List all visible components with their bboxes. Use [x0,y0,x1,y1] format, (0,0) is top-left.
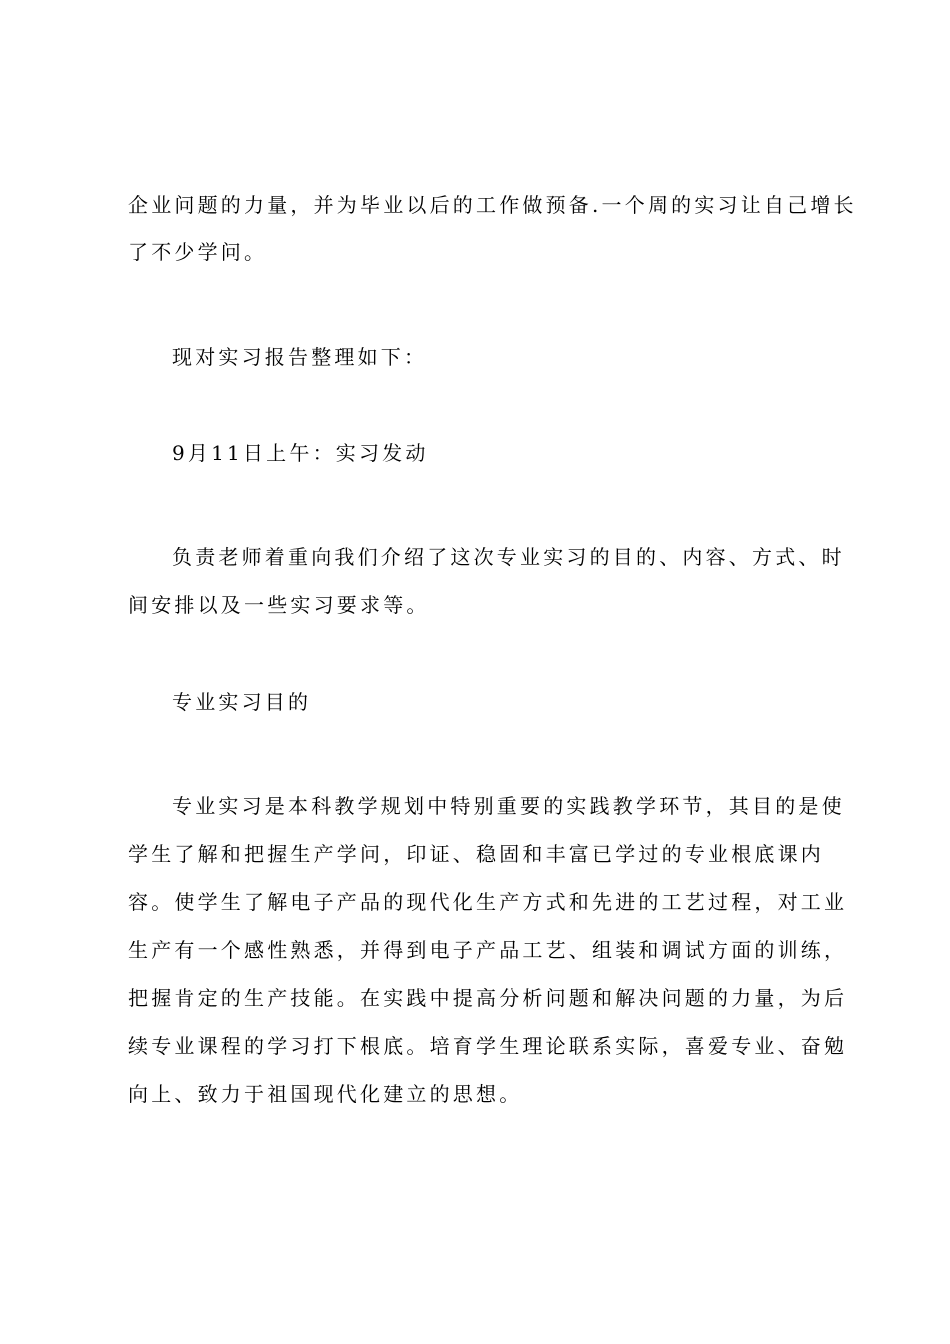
paragraph-line: 把握肯定的生产技能。在实践中提高分析问题和解决问题的力量，为后 [128,986,848,1010]
paragraph-line: 间安排以及一些实习要求等。 [128,593,430,617]
paragraph-line: 向上、致力于祖国现代化建立的思想。 [128,1082,523,1106]
paragraph-line: 续专业课程的学习打下根底。培育学生理论联系实际，喜爱专业、奋勉 [128,1034,848,1058]
section-heading: 专业实习目的 [172,690,312,714]
paragraph-line: 容。使学生了解电子产品的现代化生产方式和先进的工艺过程，对工业 [128,890,848,914]
paragraph-line: 专业实习是本科教学规划中特别重要的实践教学环节，其目的是使 [172,794,845,818]
section-heading: 9月11日上午：实习发动 [172,441,429,465]
paragraph-line: 学生了解和把握生产学问，印证、稳固和丰富已学过的专业根底课内 [128,842,824,866]
paragraph-line: 了不少学问。 [128,240,268,264]
paragraph-line: 负责老师着重向我们介绍了这次专业实习的目的、内容、方式、时 [172,545,845,569]
paragraph-line: 生产有一个感性熟悉，并得到电子产品工艺、组装和调试方面的训练， [128,938,848,962]
paragraph-line: 企业问题的力量，并为毕业以后的工作做预备.一个周的实习让自己增长 [128,193,857,217]
paragraph-line: 现对实习报告整理如下： [172,345,428,369]
